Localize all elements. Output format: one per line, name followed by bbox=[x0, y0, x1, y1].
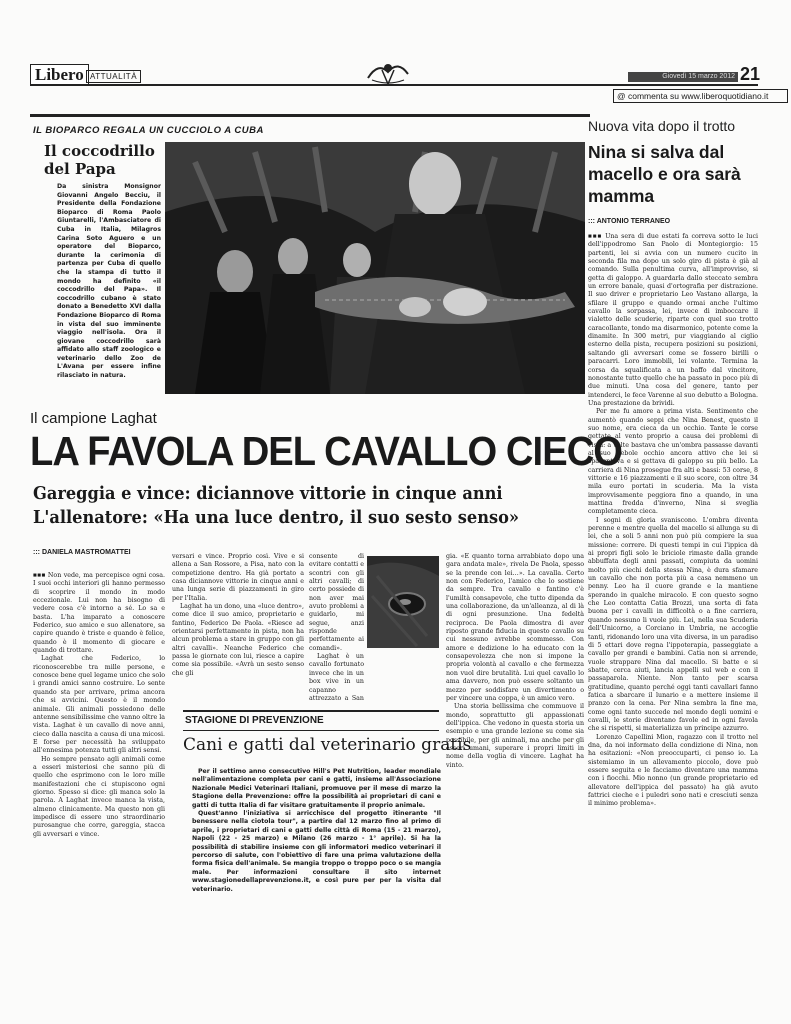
main-paragraph: consente di evitare contatti e scontri con gli altri cavalli; di certo possiede di non aver mai avuto problemi a guidarlo, mi segue, anzi risponde perfettamente ai comandi». bbox=[309, 553, 364, 652]
main-column-2 bbox=[172, 553, 304, 700]
side-article-body bbox=[588, 233, 758, 913]
biopark-kicker: IL BIOPARCO REGALA UN CUCCIOLO A CUBA bbox=[33, 125, 264, 136]
main-headline: LA FAVOLA DEL CAVALLO CIECO bbox=[30, 428, 623, 474]
crocodile-photo bbox=[165, 142, 585, 394]
page-number: 21 bbox=[740, 64, 761, 84]
subtitle-line: Gareggia e vince: diciannove vittorie in cinque anni bbox=[33, 483, 503, 504]
main-column-1 bbox=[33, 572, 165, 912]
top-rule bbox=[30, 114, 590, 117]
ornament-icon bbox=[364, 56, 412, 88]
section-label: ATTUALITÀ bbox=[86, 70, 141, 83]
side-paragraph-text: Una sera di due estati fa correva sotto le luci dell'ippodromo San Paolo di Montegiorgio: 15 partenti, lei si avvia con un numero cucito in seconda fila ma dopo un solo giro di pista è già al comando. Sulla penultima curva, all'improvviso, si getta di galoppo. A guardarla dallo steccato sembra un errore banale, quasi d'ortografia per distrazione. Il suo driver e proprietario Leo Vastano allarga, la sfilare il gruppo e quando ormai anche l'ultimo cavallo la sorpassa, lei, invece di imboccare il vialetto delle scuderie, riparte con quel suo trotto caracollante, tondo ma disarmonico, potente come la dinamite. In 300 metri, pur viaggiando al ciglio esterno della pista, recupera posizioni su posizioni, saltando gli avversari come se fossero birilli o paracarri. Loro immobili, lei volante. Termina la corsa da squalificata a un baffo dal vincitore, nonostante tutto quello che ha passato in poco più di due minuti. Una cosa del genere, tanto per intenderci, le fece Varenne al suo debutto a Bologna. Una prestazione da brividi. bbox=[588, 233, 758, 407]
main-paragraph: Ho sempre pensato agli animali come a esseri misteriosi che sanno più di quello che esprimono con le loro mille manifestazioni che ci stupiscono ogni giorno. Spesso si dice: gli manca solo la parola. A Laghat invece manca la vista, almeno clinicamente. Ma questo non gli impedisce di essere uno straordinario purosangue che corre, gareggia, stacca gli avversari e vince. bbox=[33, 755, 165, 838]
horse-eye-photo bbox=[367, 556, 439, 648]
side-paragraph: Per me fu amore a prima vista. Sentimento che aumentò quando seppi che Nina Benest, questo il suo nome, era cieca da un occhio. Tante le corse gettate al vento proprio a causa dei problemi di vista: a volte bastava che un'ombra passasse davanti al suo debole occhio ancora attivo che lei si spaventava e si gettava di galoppo su più bello. La carriera di Nina prosegue fra alti e bassi: 53 corse, 8 vittorie e 16 piazzamenti e il suo score, con oltre 34 mila euro portati in scuderia. Ma la vista improvvisamente peggiora fino a quando, in una mattina fredda d'inverno, Nina si sveglia completamente cieca. bbox=[588, 408, 758, 516]
main-paragraph-text: Non vede, ma percepisce ogni cosa. I suoi occhi interiori gli hanno permesso di scoprire il mondo in modo eccezionale. Lui non ha bisogno di vedere cosa c'è intorno a sé. Lo sa e basta. L'ha imparato a conoscere Federico, suo amico e suo allenatore, sa capire quando è triste e quando è felice, quando è il momento di giocare e quando di trottare. bbox=[33, 572, 165, 655]
side-byline-text: ANTONIO TERRANEO bbox=[596, 218, 671, 225]
main-paragraph: Una storia bellissima che commuove il mondo, soprattutto gli appassionati dell'ippica. Che vedono in questa storia un esempio e una grande lezione su come sia possibile, per gli animali, ma anche per gli esseri umani, superare i propri limiti in nome della voglia di vincere. Laghat ha vinto. bbox=[446, 703, 584, 769]
newspaper-logo: Libero bbox=[30, 64, 89, 86]
side-paragraph: ■■■ Una sera di due estati fa correva sotto le luci dell'ippodromo San Paolo di Montegiorgio: 15 partenti, lei si avvia con un numero cucito in seconda fila ma dopo un solo giro di pista è già al comando. Sulla penultima curva, all'improvviso, si getta di galoppo. A guardarla dallo steccato sembra un errore banale, quasi d'ortografia per distrazione. Il suo driver e proprietario Leo Vastano allarga, la sfilare il gruppo e quando ormai anche l'ultimo cavallo la sorpassa, lei, invece di imboccare il vialetto delle scuderie, riparte con quel suo trotto caracollante, tondo ma disarmonico, potente come la dinamite. In 300 metri, pur viaggiando al ciglio esterno della pista, recupera posizioni su posizioni, saltando gli avversari come se fossero birilli o paracarri. Loro immobili, lei volante. Termina la corsa da squalificata a un baffo dal vincitore, nonostante tutto quello che ha passato in poco più di due minuti. Una cosa del genere, tanto per intenderci, le fece Varenne al suo debutto a Bologna. Una prestazione da brividi. bbox=[588, 233, 758, 407]
side-paragraph: Lorenzo Capellini Mion, ragazzo con il trotto nel dna, da noi informato della condizione di Nina, non ha esitazioni: «Non preoccuparti, ci penso io. La sistemiamo in un allevamento piccolo, dove può essere seguita e le facciamo diventare una mamma con i fiocchi. Mio nonno (un grande proprietario ed allevatore dell'ippica del passato) ha già avuto fattrici cieche e i puledri sono nati e cresciuti senza il minimo problema». bbox=[588, 733, 758, 808]
photo-illustration bbox=[165, 142, 585, 394]
side-article-kicker: Nuova vita dopo il trotto bbox=[588, 118, 736, 134]
main-byline-text: DANIELA MASTROMATTEI bbox=[41, 549, 131, 556]
box-rule bbox=[183, 710, 439, 712]
side-article-title: Nina si salva dal macello e ora sarà mamma bbox=[588, 142, 741, 206]
biopark-title: Il coccodrillo del Papa bbox=[44, 142, 155, 178]
box-body bbox=[192, 768, 441, 908]
side-paragraph: I sogni di gloria svaniscono. L'ombra diventa perenne e mentre quella del macello si allunga su di lei, che a soli 5 anni non può più compiere la sua missione: correre. Di questi tempi in cui l'ippica dà ai propri figli solo le briciole rimaste dalla grande abbuffata degli anni passati, compiuta da uomini molto più ciechi della stessa Nina, è dura sfamare un cavallo che non porta più a casa nemmeno un penny. Leo ha il cuore grande e la mantiene sperando in qualche miracolo. E con questo sogno che Leo contatta Catia Brozzi, una sorta di fata buona per i cavalli in difficoltà o a fine carriera, quando nessuno li vuole più. Lei, nella sua Scuderia dell'Unicorno, a Corciano in Umbria, ne accoglie tanti, ridonando loro una vita diversa, in un paradiso di 5 ettari dove regna l'ippoterapia, passeggiate a cavallo per grandi e bambini. Catia non si arrende, vuole strappare Nina dal macello. Si batte e si sbatte, cerca aiuti, lancia appelli sul web e con il passaparola. Niente. Non tanto per scarsa gratitudine, quanto perché oggi tanti cavallari fanno fatica a sbarcare il lunario e a mettere insieme il pranzo con la cena. Per Nina sembra la fine ma, come ogni tanto succede nel mondo degli uomini e cavalli, le storie diventano favole ed in ogni favola che si rispetti, si materializza un principe azzurro. bbox=[588, 516, 758, 733]
box-paragraph: Quest'anno l'iniziativa si arricchisce del progetto itinerante "Il benessere nella ciotola tour", a partire dal 12 marzo fino al primo di aprile, i proprietari di cani e gatti delle città di Roma (15 - 21 marzo), Napoli (22 - 25 marzo) e Milano (26 marzo - 1° aprile). Si ha la possibilità di stabilire insieme con gli informatori medico veterinari il percorso di salute, con l'obiettivo di fare una prima valutazione della forma fisica dell'animale. Se mangia troppo o troppo poco o se mangia male. Per informazioni consultare il sito internet www.stagionedellaprevenzione.it, e così pure per per la visita dal veterinario. bbox=[192, 810, 441, 893]
main-paragraph: versari e vince. Proprio così. Vive e si allena a San Rossore, a Pisa, nato con la competizione dentro. Ha già portato a casa diciannove vittorie in cinque anni e una lunga serie di piazzamenti in giro per l'Italia. bbox=[172, 553, 304, 602]
side-article-byline: ::: ANTONIO TERRANEO bbox=[588, 218, 671, 225]
box-paragraph: Per il settimo anno consecutivo Hill's Pet Nutrition, leader mondiale nell'alimentazione completa per cani e gatti, insieme all'Associazione Nazionale Medici Veterinari Italiani, promuove per il mese di marzo la Stagione della Prevenzione: offre la possibilità ai proprietari di cani e gatti di tutta Italia di far visitare gratuitamente il proprio animale. bbox=[192, 768, 441, 809]
main-subtitle bbox=[33, 482, 537, 530]
box-rule-thin bbox=[183, 730, 439, 731]
page-header bbox=[30, 62, 769, 101]
subtitle-line: L'allenatore: «Ha una luce dentro, il suo sesto senso» bbox=[33, 507, 520, 528]
main-column-4 bbox=[446, 553, 584, 913]
biopark-caption: Da sinistra Monsignor Giovanni Angelo Becciu, il Presidente della Fondazione Bioparco di Roma Paolo Giuntarelli, l'Ambasciatore di Cuba in Italia, Milagros Carina Soto Aguero e un operatore del Bioparco, durante la cerimonia di partenza per Cuba di quello che la stampa di tutto il mondo ha definito «il coccodrillo del Papa». Il coccodrillo cubano è stato donato a Benedetto XVI dalla Fondazione Bioparco di Roma in vista del suo imminente viaggio nell'isola. Ora il giovane coccodrillo sarà affidato allo staff zoologico e veterinario dello Zoo de L'Avana per essere infine rilasciato in natura. bbox=[57, 183, 161, 380]
box-kicker: STAGIONE DI PREVENZIONE bbox=[185, 715, 324, 726]
box-title: Cani e gatti dal veterinario gratis bbox=[183, 735, 472, 755]
website-link[interactable]: @ commenta su www.liberoquotidiano.it bbox=[613, 89, 788, 103]
main-paragraph: Laghat che Federico, lo riconoscerebbe tra mille persone, e conosce bene quel legame unico che solo i grandi amici sanno costruire. Lo sente quando sta per arrivare, prima ancora che si avvicini. Questo è il mondo animale. Gli animali possiedono delle antenne sensibilissime che vanno oltre la vista. Laghat è un cavallo di nove anni, cieco dalla nascita a causa di una micosi. E forse per necessità ha sviluppato all'ennesima potenza tutti gli altri sensi. bbox=[33, 655, 165, 755]
main-byline: ::: DANIELA MASTROMATTEI bbox=[33, 549, 131, 556]
main-paragraph: Laghat ha un dono, una «luce dentro», come dice il suo amico, proprietario e fantino, Federico De Paola. «Riesce ad orientarsi perfettamente in pista, non ha alcun problema a stare in gruppo con gli altri cavalli». Neanche Federico che passa le giornate con lui, riesce a capire come sia possibile. «Avrà un sesto senso che gli bbox=[172, 603, 304, 677]
horse-illustration bbox=[367, 556, 439, 648]
main-kicker: Il campione Laghat bbox=[30, 410, 157, 427]
main-paragraph: Laghat è un cavallo fortunato invece che in un box vive in un capanno attrezzato a San bbox=[309, 653, 364, 700]
main-paragraph: gia. «E quanto torna arrabbiato dopo una gara andata male», rivela De Paola, spesso se la prende con lei…». La cavalla. Certo non con Federico, l'amico che lo sostiene da sempre. Tra cavallo e fantino c'è l'umiltà consapevole, che tutto dipenda da una collaborazione, da un'alleanza, al di là di ogni presunzione. Una fedeltà reciproca. De Paola dimostra di aver riposto grande fiducia in questo cavallo su cui nessuno avrebbe scommesso. Con amore e dedizione lo ha educato con la consapevolezza che non si impone la propria volontà al cavallo e che fermezza non vuol dire brutalità. Lui quel cavallo lo ama davvero, non può essere soltanto un mezzo per soddisfare un divertimento o per vincere una coppa, è un amico vero. bbox=[446, 553, 584, 702]
issue-date: Giovedì 15 marzo 2012 bbox=[628, 72, 738, 82]
main-column-3 bbox=[309, 553, 364, 700]
main-paragraph: ■■■ Non vede, ma percepisce ogni cosa. I suoi occhi interiori gli hanno permesso di scoprire il mondo in modo eccezionale. Lui non ha bisogno di vedere cosa c'è intorno a sé. Lo sa e basta. L'ha imparato a conoscere Federico, suo amico e suo allenatore, sa capire quando è triste e quando è felice, quando è il momento di giocare e quando di trottare. bbox=[33, 572, 165, 655]
